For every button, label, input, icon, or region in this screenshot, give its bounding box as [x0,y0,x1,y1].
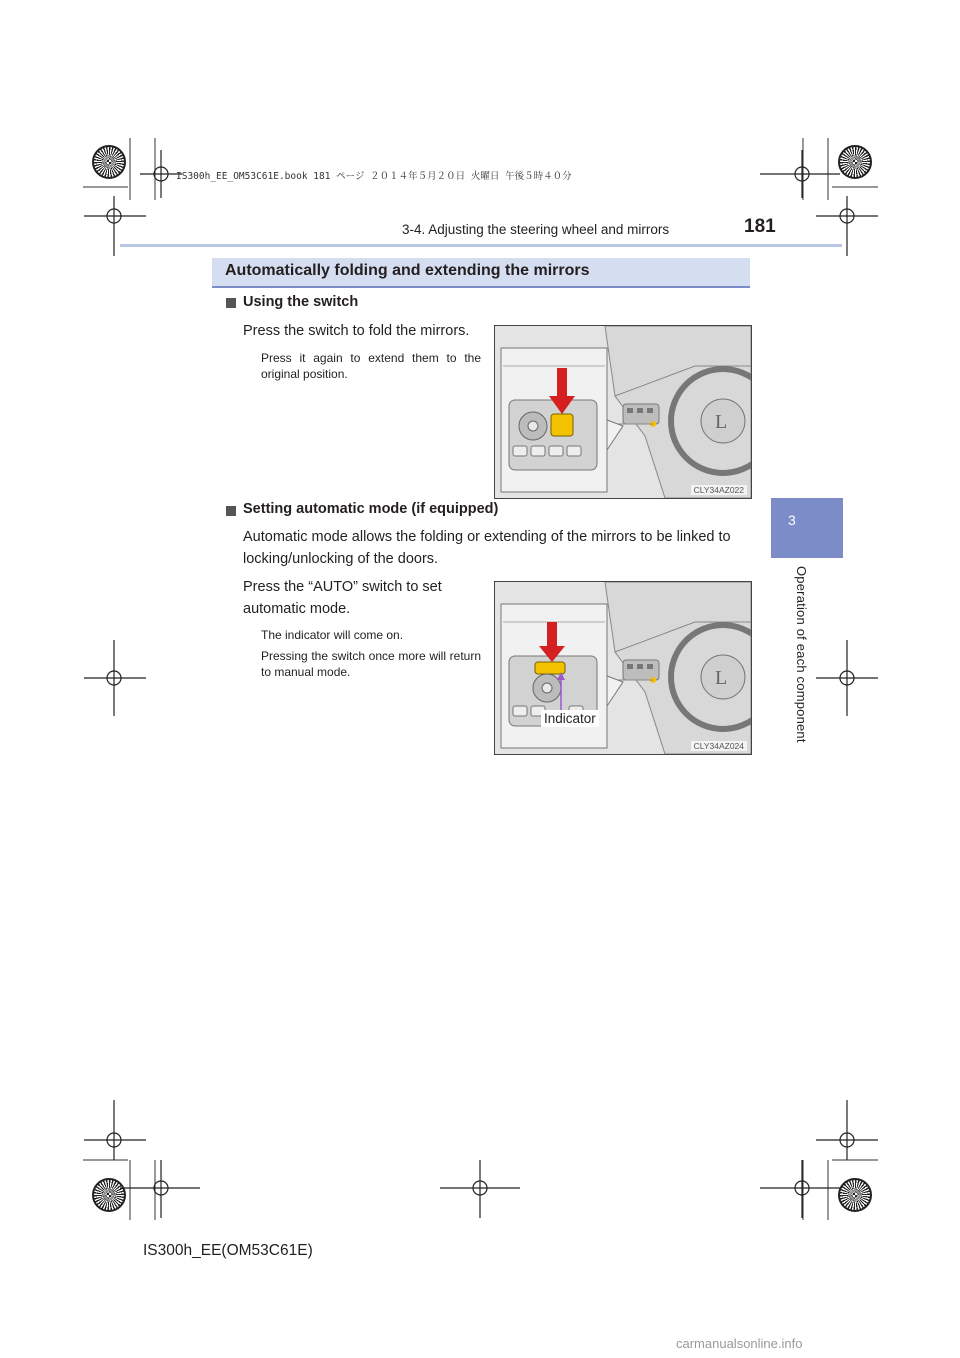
dashboard-illustration [495,582,751,754]
chapter-number: 3 [788,512,796,528]
figure-mirror-switch-fold [494,325,752,499]
chapter-label: Operation of each component [794,566,809,743]
indicator-label: Indicator [541,710,599,727]
instruction-fold: Press the switch to fold the mirrors. [243,323,470,339]
figure-auto-switch [494,581,752,755]
header-divider [120,244,842,247]
note-indicator-on: The indicator will come on. [261,628,404,642]
crosshair-target-icon [440,1160,520,1218]
crosshair-target-icon [84,640,146,716]
section-heading: Automatically folding and extending the mirrors [225,262,590,279]
dashboard-illustration [495,326,751,498]
page-number: 181 [744,216,776,237]
svg-text:L: L [715,411,728,433]
subhead-automatic-mode: Setting automatic mode (if equipped) [243,501,499,517]
crosshair-target-icon [816,1100,878,1160]
figure-code: CLY34AZ022 [691,485,747,495]
svg-text:L: L [715,667,728,689]
instruction-auto: Press the “AUTO” switch to set automatic mode. [243,579,442,617]
crosshair-target-icon [816,196,878,256]
crosshair-target-icon [816,640,878,716]
running-header-section: 3-4. Adjusting the steering wheel and mirrors [402,222,670,237]
footer-model-code: IS300h_EE(OM53C61E) [143,1242,313,1259]
crosshair-target-icon [84,1100,146,1160]
bullet-square-icon [226,506,236,516]
note-extend: Press it again to extend them to the original position. [261,351,481,381]
note-return-manual: Pressing the switch once more will return to manual mode. [261,649,481,679]
subhead-using-switch: Using the switch [243,294,359,310]
chapter-tab [771,498,843,558]
watermark: carmanualsonline.info [676,1336,803,1351]
book-info: IS300h_EE_OM53C61E.book 181 ページ ２０１４年５月２０日 火曜日 午後５時４０分 [176,171,572,182]
figure-code: CLY34AZ024 [691,741,747,751]
crosshair-target-icon [84,196,146,256]
automatic-mode-intro: Automatic mode allows the folding or extending of the mirrors to be linked to locking/unlocking of the doors. [243,529,731,567]
crosshair-target-icon [120,1160,200,1218]
bullet-square-icon [226,298,236,308]
